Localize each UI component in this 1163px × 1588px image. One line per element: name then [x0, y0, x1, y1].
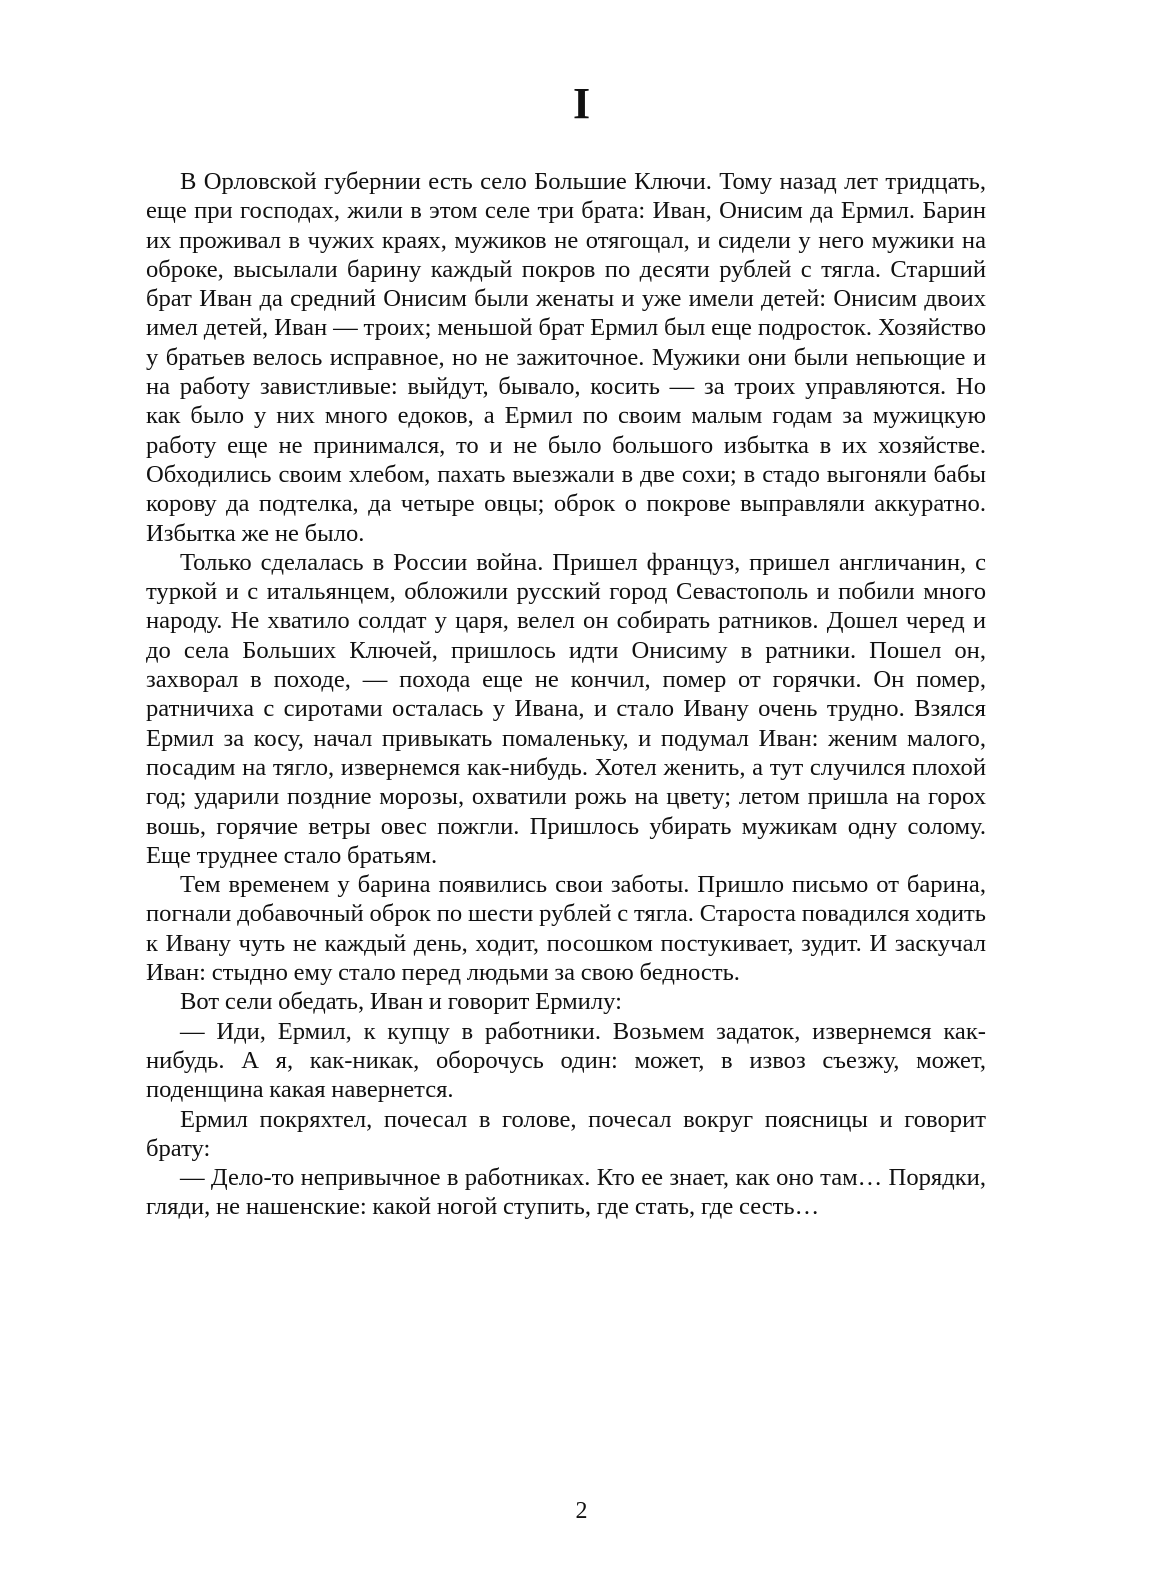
chapter-text — [146, 167, 986, 1222]
paragraph: Вот сели обедать, Иван и говорит Ермилу: — [180, 988, 622, 1016]
paragraph: В Орловской губернии есть село Большие Ключи. Тому назад лет тридцать, еще при господах, жили в этом селе три брата: Иван, Онисим да Ермил. Барин их проживал в чужих краях, мужиков не отягощал, и сидели у него мужики на оброке, высылали барину каждый покров по десяти рублей с тягла. Старший брат Иван да средний Онисим были женаты и уже имели детей: Онисим двоих имел детей, Иван — троих; меньшой брат Ермил был еще подросток. Хозяйство у братьев велось исправное, но не зажиточное. Мужики они были непьющие и на работу завистливые: выйдут, бывало, косить — за троих управляются. Но как было у них много едоков, а Ермил по своим малым годам за мужицкую работу еще не принимался, то и не было большого избытка в их хозяйстве. Обходились своим хлебом, пахать выезжали в две сохи; в стадо выгоняли бабы корову да подтелка, да четыре овцы; оброк о покрове выправляли аккуратно. Избытка же не было. — [146, 168, 986, 547]
page-number: 2 — [575, 1498, 588, 1524]
paragraph: Тем временем у барина появились свои заботы. Пришло письмо от барина, погнали добавочный оброк по шести рублей с тягла. Староста повадился ходить к Ивану чуть не каждый день, ходит, посошком постукивает, зудит. И заскучал Иван: стыдно ему стало перед людьми за свою бедность. — [146, 871, 986, 987]
paragraph: Только сделалась в России война. Пришел француз, пришел англичанин, с туркой и с итальянцем, обложили русский город Севастополь и побили много народу. Не хватило солдат у царя, велел он собирать ратников. Дошел черед и до села Больших Ключей, пришлось идти Онисиму в ратники. Пошел он, захворал в походе, — похода еще не кончил, помер от горячки. Он помер, ратничиха с сиротами осталась у Ивана, и стало Ивану очень трудно. Взялся Ермил за косу, начал привыкать помаленьку, и подумал Иван: женим малого, посадим на тягло, извернемся как-нибудь. Хотел женить, а тут случился плохой год; ударили поздние морозы, охватили рожь на цвету; летом пришла на горох вошь, горячие ветры овес пожгли. Пришлось убирать мужикам одну солому. Еще труднее стало братьям. — [146, 548, 986, 869]
dialogue-paragraph: — Иди, Ермил, к купцу в работники. Возьмем задаток, извернемся как-нибудь. А я, как-никак, оборочусь один: может, в извоз съезжу, может, поденщина какая навернется. — [146, 1017, 986, 1104]
paragraph: Ермил покряхтел, почесал в голове, почесал вокруг поясницы и говорит брату: — [146, 1105, 986, 1162]
dialogue-paragraph: — Дело-то непривычное в работниках. Кто ее знает, как оно там… Порядки, гляди, не нашенские: какой ногой ступить, где стать, где сесть… — [146, 1164, 986, 1221]
chapter-title: I — [572, 79, 591, 128]
